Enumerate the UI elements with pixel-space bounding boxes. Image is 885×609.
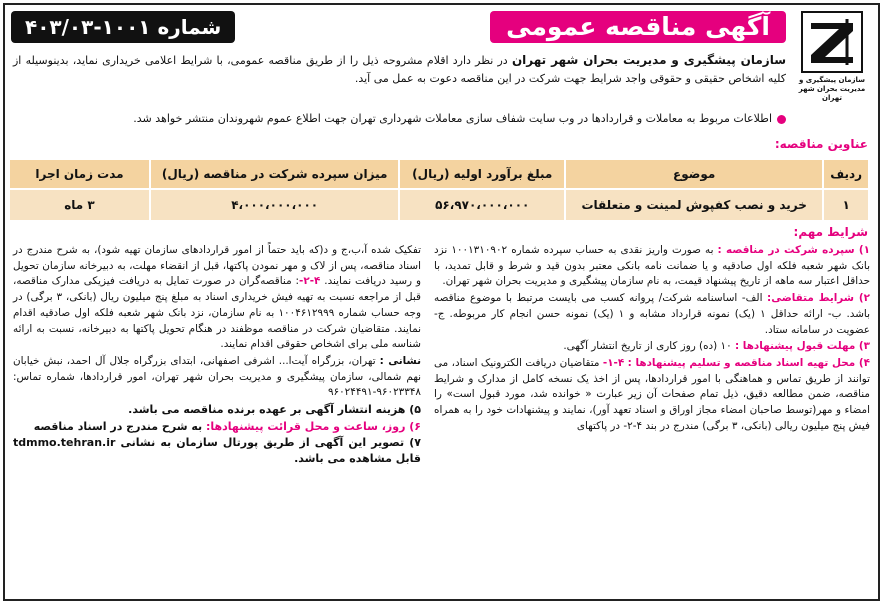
tender-notice — [3, 3, 880, 601]
condition-6 — [13, 419, 421, 435]
organization-logo — [792, 11, 872, 103]
address-title: نشانی : — [379, 354, 421, 367]
condition-2-title: ۲) شرایط متقاضی: — [767, 292, 870, 305]
address-text: تهران، بزرگراه آیت‌ا... اشرفی اصفهانی، ابتدای بزرگراه جلال آل احمد، نبش خیابان نهم شمالی، سازمان پیشگیری و مدیریت بحران شهر تهران، امور قراردادها، شماره تماس: ۹۶۰۲۳۳۴۸-۹۶۰۲۴۴۹۱ — [13, 354, 421, 399]
header-estimate: مبلغ برآورد اولیه (ریال) — [400, 160, 564, 188]
header-row-number: ردیف — [824, 160, 868, 188]
header-subject: موضوع — [566, 160, 822, 188]
banner-title: آگهی مناقصه عمومی — [490, 11, 786, 43]
condition-4-2-sub: ۴-۲- — [299, 275, 321, 288]
conditions-left-column — [13, 243, 421, 468]
tender-table — [8, 158, 870, 222]
condition-4 — [434, 356, 870, 435]
logo-z-icon — [803, 13, 861, 71]
logo-caption — [792, 76, 872, 103]
condition-4-text: متقاضیان دریافت الکترونیک اسناد، می توانند از طریق تماس و هماهنگی با امور قراردادها، پس از اخذ یک نسخه کامل از مدارک و شرایط مناقصه، ضمن مطالعه دقیق، ذیل تمام صفحات آن زیر عبارت « خوانده شد، مورد قبول است» را امضاء و مهر(توسط صاحبان امضاء مجاز اوراق و اسناد تعهد آور)، نمایند و پیشنهادات خود را به همراه فیش پنج میلیون ریالی (بانکی، ۳ برگی) مندرج در بند ۴-۲- در پاکتهای — [434, 356, 870, 432]
condition-3-title: ۳) مهلت قبول پیشنهادها : — [735, 340, 870, 353]
portal-url-link[interactable]: tdmmo.tehran.ir — [13, 436, 116, 450]
header-duration: مدت زمان اجرا — [10, 160, 149, 188]
transparency-text: اطلاعات مربوط به معاملات و قراردادها در وب سایت شفاف سازی معاملات شهرداری تهران جهت اطلاع عموم شهروندان منتشر خواهد شد. — [133, 112, 772, 125]
condition-4-title: ۴) محل تهیه اسناد مناقصه و تسلیم پیشنهادها : — [627, 356, 870, 369]
condition-3 — [434, 339, 870, 355]
cell-duration: ۳ ماه — [10, 190, 149, 220]
condition-5: ۵) هزینه انتشار آگهی بر عهده برنده مناقصه می باشد. — [128, 403, 421, 417]
condition-6-text: به شرح مندرج در اسناد مناقصه — [33, 419, 203, 433]
condition-4-continued — [13, 243, 421, 353]
condition-7 — [13, 435, 421, 466]
condition-3-text: ۱۰ (ده) روز کاری از تاریخ انتشار آگهی. — [563, 340, 732, 353]
cell-row-number: ۱ — [824, 190, 868, 220]
address — [13, 354, 421, 401]
org-name: سازمان پیشگیری و مدیریت بحران شهر تهران — [511, 53, 787, 67]
cell-subject: خرید و نصب کفپوش لمینت و متعلقات — [566, 190, 822, 220]
condition-4-sub: ۴-۱- — [602, 356, 625, 369]
cell-estimate: ۵۶،۹۷۰،۰۰۰،۰۰۰ — [400, 190, 564, 220]
transparency-note — [13, 111, 786, 127]
table-row — [10, 190, 868, 220]
condition-7-pre: ۷) تصویر این آگهی از طریق پورتال سازمان به نشانی — [120, 436, 421, 450]
condition-1-text: به صورت واریز نقدی به حساب سپرده شماره ۱۰۰۱۳۱۰۹۰۲ نزد بانک شهر شعبه فلکه اول صادقیه و یا ضمانت نامه بانکی معتبر بدون قید و شرط و قابل تمدید، با حداقل اعتبار سه ماهه از تاریخ پیشنهاد قیمت، به نام سازمان پیشگیری و مدیریت بحران شهر تهران. — [434, 244, 870, 288]
condition-1 — [434, 243, 870, 290]
conditions-heading: شرایط مهم: — [793, 225, 868, 239]
condition-2-text: الف- اساسنامه شرکت/ پروانه کسب می بایست مرتبط با موضوع مناقصه باشد. ب- ارائه حداقل ۱ (یک) نمونه قرارداد مشابه و ۱ (یک) نمونه حسن انجام کار مربوطه. ج- عضویت در سامانه ستاد. — [434, 292, 870, 336]
intro-text: در نظر دارد اقلام مشروحه ذیل را از طریق مناقصه عمومی، با شرایط اعلامی خریداری نماید، بدینوسیله از کلیه اشخاص حقیقی و حقوقی واجد شرایط جهت شرکت در این مناقصه دعوت به عمل می آید. — [13, 54, 786, 85]
cell-deposit: ۴،۰۰۰،۰۰۰،۰۰۰ — [151, 190, 398, 220]
logo-mark — [801, 11, 863, 73]
condition-7-post: قابل مشاهده می باشد. — [294, 452, 421, 466]
bullet-dot-icon — [777, 115, 786, 124]
condition-4-2-text: : مناقصه‌گران در صورت تمایل به دریافت فیزیکی مدارک مناقصه، قبل از مراجعه نسبت به تهیه فیش خریداری اسناد به مبلغ پنج میلیون ریال (بانکی، ۳ برگی) در وجه حساب شماره ۱۰۰۴۶۱۲۹۹۹ به نام سازمان، نزد بانک شهر شعبه فلکه اول صادقیه اقدام نمایند. متقاضیان شرکت در مناقصه موظفند در هنگام تحویل پاکتها به دبیرخانه، نسبت به ارائه شناسه ملی برای اشخاص حقوقی اقدام نمایند. — [13, 275, 421, 351]
ad-number: شماره ۱۰۰۱-۴۰۳/۰۳ — [11, 11, 235, 43]
titles-heading: عناوین مناقصه: — [774, 137, 868, 151]
logo-line2: مدیریت بحران شهر تهران — [798, 85, 866, 102]
header — [11, 9, 786, 45]
logo-line1: سازمان پیشگیری و — [798, 76, 865, 84]
condition-6-title: ۶) روز، ساعت و محل قرائت پیشنهادها: — [206, 419, 421, 433]
condition-1-title: ۱) سپرده شرکت در مناقصه : — [717, 244, 871, 256]
conditions-right-column — [434, 243, 870, 435]
intro-paragraph — [13, 51, 786, 88]
condition-4-cont-text: تفکیک شده آ،ب،ج و د(که باید حتماً از امور قراردادهای سازمان تهیه شود)، به شرح مندرج در اسناد مناقصه، پس از لاک و مهر نمودن پاکتها، قبل از انقضاء مهلت، به دبیرخانه سازمان تحویل و رسید دریافت نمایند. — [13, 244, 421, 288]
header-deposit: میزان سپرده شرکت در مناقصه (ریال) — [151, 160, 398, 188]
table-header-row — [10, 160, 868, 188]
condition-2 — [434, 291, 870, 338]
